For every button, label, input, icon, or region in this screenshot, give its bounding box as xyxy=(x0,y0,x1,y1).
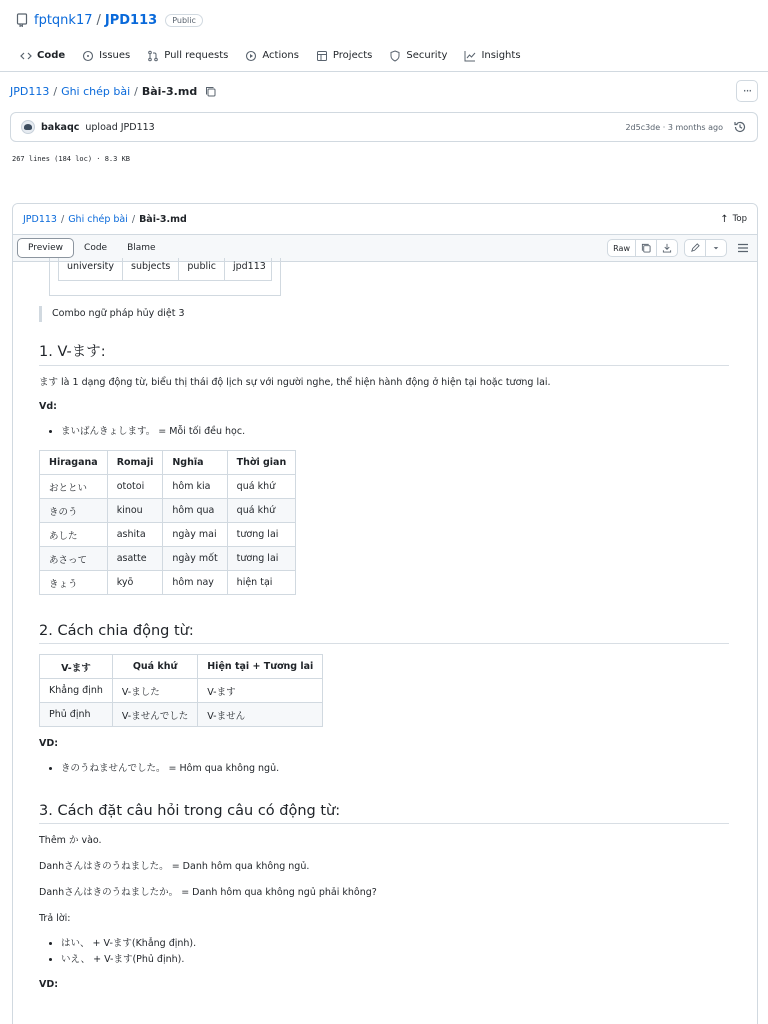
table-cell: asatte xyxy=(107,547,163,571)
tag-cell: jpd113 xyxy=(232,261,266,272)
download-icon xyxy=(662,243,672,253)
example-list xyxy=(49,761,729,777)
edit-dropdown-button[interactable] xyxy=(706,240,726,256)
paragraph: Trả lời: xyxy=(39,913,71,924)
paragraph: Danhさんはきのうねましたか。 = Danh hôm qua không ngủ phải không? xyxy=(39,887,377,898)
tab-actions[interactable] xyxy=(245,40,299,72)
view-mode-switcher xyxy=(17,238,166,258)
file-viewer xyxy=(12,203,758,1024)
file-stats: 267 lines (184 loc) · 8.3 KB xyxy=(12,155,131,163)
repo-icon xyxy=(16,13,28,27)
breadcrumb-separator: / xyxy=(134,84,138,98)
tab-label: Projects xyxy=(332,50,373,61)
breadcrumb-repo-link[interactable]: JPD113 xyxy=(23,213,57,225)
column-header: Romaji xyxy=(107,451,163,475)
table-cell: Khẳng định xyxy=(40,679,113,703)
tab-code[interactable] xyxy=(20,40,65,72)
raw-actions-group xyxy=(607,239,678,257)
repo-header xyxy=(0,0,768,40)
raw-button[interactable]: Raw xyxy=(608,240,636,256)
tab-issues[interactable] xyxy=(82,40,130,72)
example-label: Vd: xyxy=(39,401,57,412)
avatar[interactable] xyxy=(21,120,35,134)
copy-icon xyxy=(641,243,651,253)
breadcrumb-file: Bài-3.md xyxy=(139,213,187,225)
tab-label: Insights xyxy=(481,50,521,61)
answer-list xyxy=(49,936,729,968)
tab-label: Pull requests xyxy=(164,50,229,61)
table-cell: きのう xyxy=(40,499,108,523)
table-row xyxy=(40,679,323,703)
column-header: Quá khứ xyxy=(112,655,197,679)
edit-actions-group xyxy=(684,239,727,257)
blame-tab[interactable]: Blame xyxy=(127,243,156,253)
table-cell: hôm kia xyxy=(163,475,227,499)
code-icon xyxy=(20,50,32,62)
table-cell: kinou xyxy=(107,499,163,523)
breadcrumb-repo-link[interactable]: JPD113 xyxy=(10,84,50,98)
table-cell: Phủ định xyxy=(40,703,113,727)
table-cell: kyō xyxy=(107,571,163,595)
conjugation-table xyxy=(39,654,323,727)
outline-list-icon[interactable] xyxy=(737,242,749,254)
issue-icon xyxy=(82,50,94,62)
table-cell: あさって xyxy=(40,547,108,571)
repo-owner-link[interactable]: fptqnk17 xyxy=(34,12,93,28)
breadcrumb-folder-link[interactable]: Ghi chép bài xyxy=(68,213,128,225)
table-icon xyxy=(316,50,328,62)
table-cell: おととい xyxy=(40,475,108,499)
pull-request-icon xyxy=(147,50,159,62)
pencil-icon xyxy=(690,243,700,253)
table-cell: ototoi xyxy=(107,475,163,499)
repo-separator: / xyxy=(96,12,101,28)
table-cell: quá khứ xyxy=(227,499,296,523)
column-header: V-ます xyxy=(40,655,113,679)
tab-security[interactable] xyxy=(389,40,447,72)
commit-author-link[interactable]: bakaqc xyxy=(41,121,80,133)
tag-cell: university xyxy=(59,258,123,280)
file-breadcrumb xyxy=(10,80,760,102)
column-header: Hiện tại + Tương lai xyxy=(198,655,323,679)
breadcrumb-file: Bài-3.md xyxy=(141,84,198,98)
arrow-up-icon: ↑ xyxy=(720,213,729,225)
table-row xyxy=(40,703,323,727)
table-cell: V-ました xyxy=(112,679,197,703)
table-row xyxy=(40,523,296,547)
tag-cell: subjects xyxy=(123,258,179,280)
column-header: Thời gian xyxy=(227,451,296,475)
example-list xyxy=(49,424,729,440)
tab-pull-requests[interactable] xyxy=(147,40,228,72)
table-row xyxy=(40,547,296,571)
tab-label: Actions xyxy=(262,50,299,61)
table-cell: hôm qua xyxy=(163,499,227,523)
repo-name-link[interactable]: JPD113 xyxy=(104,12,158,28)
table-cell: tương lai xyxy=(227,547,296,571)
table-cell: ngày mốt xyxy=(163,547,227,571)
history-icon[interactable] xyxy=(733,120,747,134)
intro-quote: Combo ngữ pháp hủy diệt 3 xyxy=(39,306,729,322)
tab-projects[interactable] xyxy=(316,40,372,72)
edit-button[interactable] xyxy=(685,240,706,256)
caret-down-icon xyxy=(711,243,721,253)
table-cell: V-ません xyxy=(198,703,323,727)
table-row xyxy=(40,571,296,595)
breadcrumb-folder-link[interactable]: Ghi chép bài xyxy=(61,84,131,98)
table-cell: tương lai xyxy=(227,523,296,547)
example-label: VD: xyxy=(39,979,59,990)
kebab-icon: ··· xyxy=(742,84,752,98)
download-button[interactable] xyxy=(657,240,677,256)
more-options-button[interactable] xyxy=(736,80,758,102)
section-heading-3: 3. Cách đặt câu hỏi trong câu có động từ: xyxy=(39,803,729,824)
tab-insights[interactable] xyxy=(464,40,520,72)
breadcrumb-separator: / xyxy=(131,213,136,225)
frontmatter-table xyxy=(49,258,281,296)
section-heading-1: 1. V-ます: xyxy=(39,340,729,366)
copy-path-button[interactable] xyxy=(203,84,217,98)
list-item: • まいばんきょします。 = Mỗi tối đều học. xyxy=(61,424,729,440)
time-words-table xyxy=(39,450,296,595)
tag-cell: public xyxy=(179,258,225,280)
tab-label: Security xyxy=(406,50,448,61)
repo-nav-tabs xyxy=(0,40,768,72)
shield-icon xyxy=(389,50,401,62)
paragraph: Thêm か vào. xyxy=(39,835,102,846)
file-actions xyxy=(607,239,753,257)
table-header-row xyxy=(40,655,323,679)
paragraph: Danhさんはきのうねました。 = Danh hôm qua không ngủ. xyxy=(39,861,310,872)
play-icon xyxy=(245,50,257,62)
table-cell: hôm nay xyxy=(163,571,227,595)
list-item: • きのうねませんでした。 = Hôm qua không ngủ. xyxy=(61,761,729,777)
table-cell: きょう xyxy=(40,571,108,595)
table-cell: ngày mai xyxy=(163,523,227,547)
markdown-body xyxy=(13,258,757,992)
viewer-header xyxy=(13,204,757,234)
visibility-badge: Public xyxy=(165,14,203,27)
copy-raw-button[interactable] xyxy=(636,240,657,256)
table-header-row xyxy=(40,451,296,475)
section-heading-2: 2. Cách chia động từ: xyxy=(39,623,729,644)
copy-icon xyxy=(205,86,216,97)
example-label: VD: xyxy=(39,738,59,749)
commit-message-link[interactable]: upload JPD113 xyxy=(85,121,155,133)
table-cell: V-ませんでした xyxy=(112,703,197,727)
breadcrumb-separator: / xyxy=(53,84,58,98)
table-row xyxy=(40,499,296,523)
table-cell: あした xyxy=(40,523,108,547)
table-cell: V-ます xyxy=(198,679,323,703)
list-item: • はい、 + V-ます(Khẳng định). xyxy=(61,936,729,952)
preview-tab[interactable]: Preview xyxy=(17,238,74,258)
commit-meta[interactable]: 2d5c3de · 3 months ago xyxy=(625,122,723,132)
table-row xyxy=(40,475,296,499)
breadcrumb-separator: / xyxy=(60,213,65,225)
graph-icon xyxy=(464,50,476,62)
list-item: • いえ、 + V-ます(Phủ định). xyxy=(61,952,729,968)
tab-label: Code xyxy=(37,50,66,61)
tab-label: Issues xyxy=(99,50,131,61)
tags-row xyxy=(58,258,272,281)
column-header: Nghĩa xyxy=(163,451,227,475)
table-cell: hiện tại xyxy=(227,571,296,595)
column-header: Hiragana xyxy=(40,451,108,475)
top-button[interactable] xyxy=(720,214,747,225)
table-cell: quá khứ xyxy=(227,475,296,499)
section-1-intro: ます là 1 dạng động từ, biểu thị thái độ lịch sự với người nghe, thể hiện hành động ở hiện tại hoặc tương lai. xyxy=(39,377,551,388)
table-cell: ashita xyxy=(107,523,163,547)
latest-commit-bar xyxy=(10,112,758,142)
code-tab[interactable]: Code xyxy=(84,243,108,253)
top-label: Top xyxy=(732,214,747,224)
